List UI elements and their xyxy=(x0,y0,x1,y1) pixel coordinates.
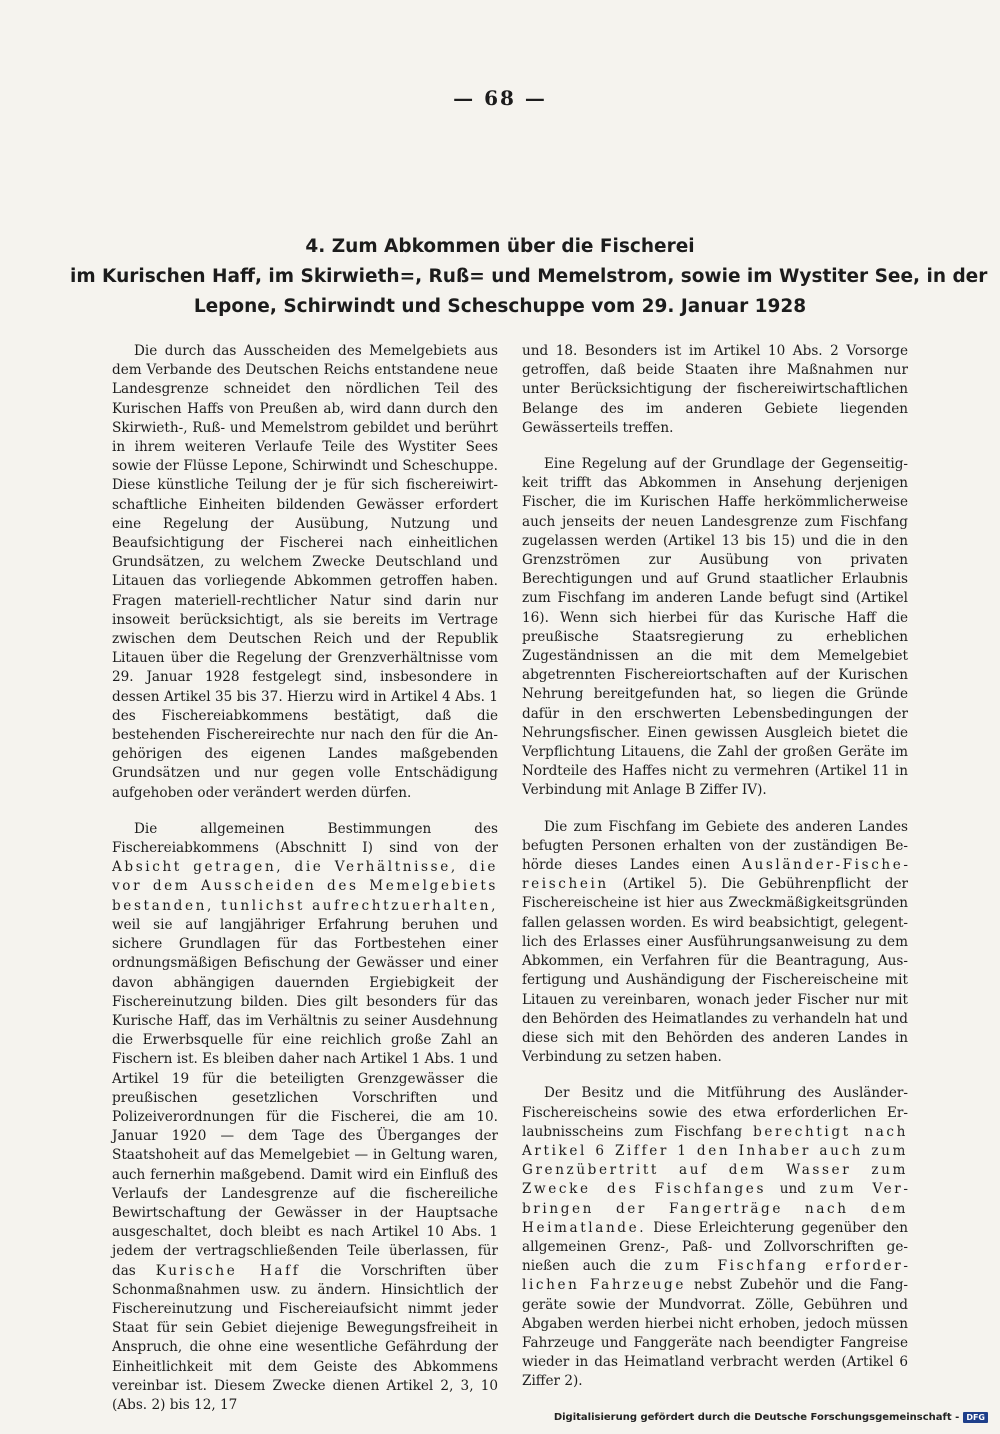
dfg-logo-icon: DFG xyxy=(963,1412,988,1423)
spaced-emphasis: Ausländer-Fischereischein xyxy=(522,857,909,893)
spaced-emphasis: zum Fischfang erforderlichen Fahrzeuge xyxy=(522,1258,908,1294)
text-run: Der Besitz und die Mitführung des Ausländer-Fischereischeins sowie des etwa erforderlichen Erlaubnisscheins zum Fischfang xyxy=(522,1085,908,1140)
page-number: — 68 — xyxy=(453,86,547,110)
text-run: Die zum Fischfang im Gebiete des anderen Landes befugten Personen erhalten von der zuständigen Behörde dieses Landes einen xyxy=(522,818,908,874)
text-run: weil sie auf langjähriger Erfahrung beruhen und sichere Grundlagen für das Fortbestehen einer ordnungsmäßigen Befischung der Gewässer und einer davon abhängigen dauernden Ergiebigkeit der Fischereinutzung bilden. Dies gilt besonders für das Kurische Haff, das im Verhältnis zu seiner Ausdehnung die Erwerbsquelle für eine reichlich große Zahl an Fischern ist. Es bleiben daher nach Artikel 1 Abs. 1 und Artikel 19 für die beteiligten Grenzgewässer die preußischen gesetzlichen Vorschriften und Polizeiverordnungen für die Fischerei, die am 10. Januar 1920 — dem Tage des Überganges der Staatshoheit auf das Memelgebiet — in Geltung waren, auch fernerhin maßgebend. Damit wird ein Einfluß des Verlaufs der Landesgrenze auf die fischereiliche Bewirtschaftung der Gewässer in der Hauptsache ausgeschaltet, doch bleibt es nach Artikel 10 Abs. 1 jedem der vertragschließenden Teile überlassen, für das xyxy=(112,916,498,1279)
article-heading xyxy=(70,232,988,322)
paragraph: und 18. Besonders ist im Artikel 10 Abs. 2 Vorsorge getroffen, daß beide Staaten ihre Maßnahmen nur unter Berücksichtigung der fischereiwirtschaftlichen Belange des im anderen Gebiete liegenden Gewässerteils treffen. xyxy=(522,343,908,436)
credit-text: Digitalisierung gefördert durch die Deutsche Forschungsgemeinschaft - xyxy=(553,1412,960,1423)
spaced-emphasis: Absicht getragen, die Verhältnisse, die vor dem Ausscheiden des Memelgebiets bestanden, tunlichst aufrechtzuerhalten, xyxy=(112,859,498,914)
paragraph xyxy=(522,818,908,1068)
paragraph: Eine Regelung auf der Grundlage der Gegenseitigkeit trifft das Abkommen in Ansehung derjenigen Fischer, die im Kurischen Haffe herkömmlicherweise auch jenseits der neuen Landesgrenze zum Fischfang zugelassen werden (Artikel 13 bis 15) und die in den Grenzströmen zur Ausübung von privaten Berechtigungen und auf Grund staatlicher Erlaubnis zum Fischfang im anderen Lande befugt sind (Artikel 16). Wenn sich hierbei für das Kurische Haff die preußische Staatsregierung zu erheblichen Zugeständnissen an die mit dem Memelgebiet abgetrennten Fischereiortschaften auf der Kurischen Nehrung bereitgefunden hat, so liegen die Gründe dafür in den erschwerten Lebensbedingungen der Nehrungsfischer. Einen gewissen Ausgleich bietet die Verpflichtung Litauens, die Zahl der großen Geräte im Nordteile des Haffes nicht zu vermehren (Artikel 11 in Verbindung mit Anlage B Ziffer IV). xyxy=(522,456,908,799)
text-run: und xyxy=(779,1181,806,1198)
paragraph xyxy=(522,1084,908,1391)
heading-line-3: Lepone, Schirwindt und Scheschuppe vom 29. Januar 1928 xyxy=(193,296,807,317)
text-run: die Vorschriften über Schonmaßnahmen usw. zu ändern. Hinsichtlich der Fischereinutzung und Fischereiaufsicht nimmt jeder Staat für sein Gebiet diejenige Bewegungsfreiheit in Anspruch, die ohne eine wesentliche Gefährdung der Einheitlichkeit mit dem Geiste des Abkommens vereinbar ist. Diesem Zwecke dienen Artikel 2, 3, 10 (Abs. 2) bis 12, 17 xyxy=(112,1262,498,1413)
spaced-emphasis: Kurische Haff xyxy=(155,1262,301,1279)
paragraph: Die durch das Ausscheiden des Memelgebiets aus dem Verbande des Deutschen Reichs entstandene neue Landesgrenze schneidet den nördlichen Teil des Kurischen Haffs von Preußen ab, wird dann durch den Skirwieth-, Ruß- und Memelstrom gebildet und berührt in ihrem weiteren Verlaufe Teile des Wystiter Sees sowie der Flüsse Lepone, Schirwindt und Scheschuppe. Diese künstliche Teilung der je für sich fischereiwirtschaftliche Einheiten bildenden Gewässer erfordert eine Regelung der Ausübung, Nutzung und Beaufsichtigung der Fischerei nach einheitlichen Grundsätzen, zu welchem Zwecke Deutschland und Litauen das vorliegende Abkommen getroffen haben. Fragen materiell-rechtlicher Natur sind darin nur insoweit berücksichtigt, als sie bereits im Vertrage zwischen dem Deutschen Reich und der Republik Litauen über die Regelung der Grenzverhältnisse vom 29. Januar 1928 festgelegt sind, insbesondere in dessen Artikel 35 bis 37. Hierzu wird in Artikel 4 Abs. 1 des Fischereiabkommens bestätigt, daß die bestehenden Fischereirechte nur nach den für die Angehörigen des eigenen Landes maßgebenden Grundsätzen und nur gegen volle Entschädigung aufgehoben oder verändert werden dürfen. xyxy=(112,343,498,801)
heading-line-2: im Kurischen Haff, im Skirwieth=, Ruß= und Memelstrom, sowie im Wystiter See, in der xyxy=(70,266,988,287)
left-text-column xyxy=(112,342,498,1432)
text-run: (Artikel 5). Die Gebührenpflicht der Fischereischeine ist hier aus Zweckmäßigkeitsgründen fallen gelassen worden. Es wird beabsichtigt, gelegentlich des Erlasses einer Ausführungsanweisung zu dem Abkommen, ein Verfahren für die Beantragung, Ausfertigung und Aushändigung der Fischereischeine mit Litauen zu vereinbaren, wonach jeder Fischer nur mit den Behörden des Heimatlandes zu verhandeln hat und diese sich mit den Behörden des anderen Landes in Verbindung zu setzen haben. xyxy=(522,876,908,1066)
paragraph xyxy=(112,820,498,1415)
spaced-emphasis: zum Verbringen der Fangerträge nach dem Heimatlande. xyxy=(522,1181,908,1236)
right-text-column xyxy=(522,342,908,1409)
digitization-credit xyxy=(554,1412,988,1423)
spaced-emphasis: berechtigt nach Artikel 6 Ziffer 1 den Inhaber auch zum Grenzübertritt auf dem Wasser zum Zwecke des Fischfanges xyxy=(522,1123,909,1198)
text-run: nebst Zubehör und die Fanggeräte sowie der Mundvorrat. Zölle, Gebühren und Abgaben werden hierbei nicht erhoben, jedoch müssen Fahrzeuge und Fanggeräte nach beendigter Fangreise wieder in das Heimatland verbracht werden (Artikel 6 Ziffer 2). xyxy=(522,1277,908,1390)
text-run: Diese Erleichterung gegenüber den allgemeinen Grenz-, Paß- und Zollvorschriften genießen auch die xyxy=(522,1219,908,1275)
text-run: Die allgemeinen Bestimmungen des Fischereiabkommens (Abschnitt I) sind von der xyxy=(112,820,498,857)
heading-line-1: 4. Zum Abkommen über die Fischerei xyxy=(305,236,695,257)
